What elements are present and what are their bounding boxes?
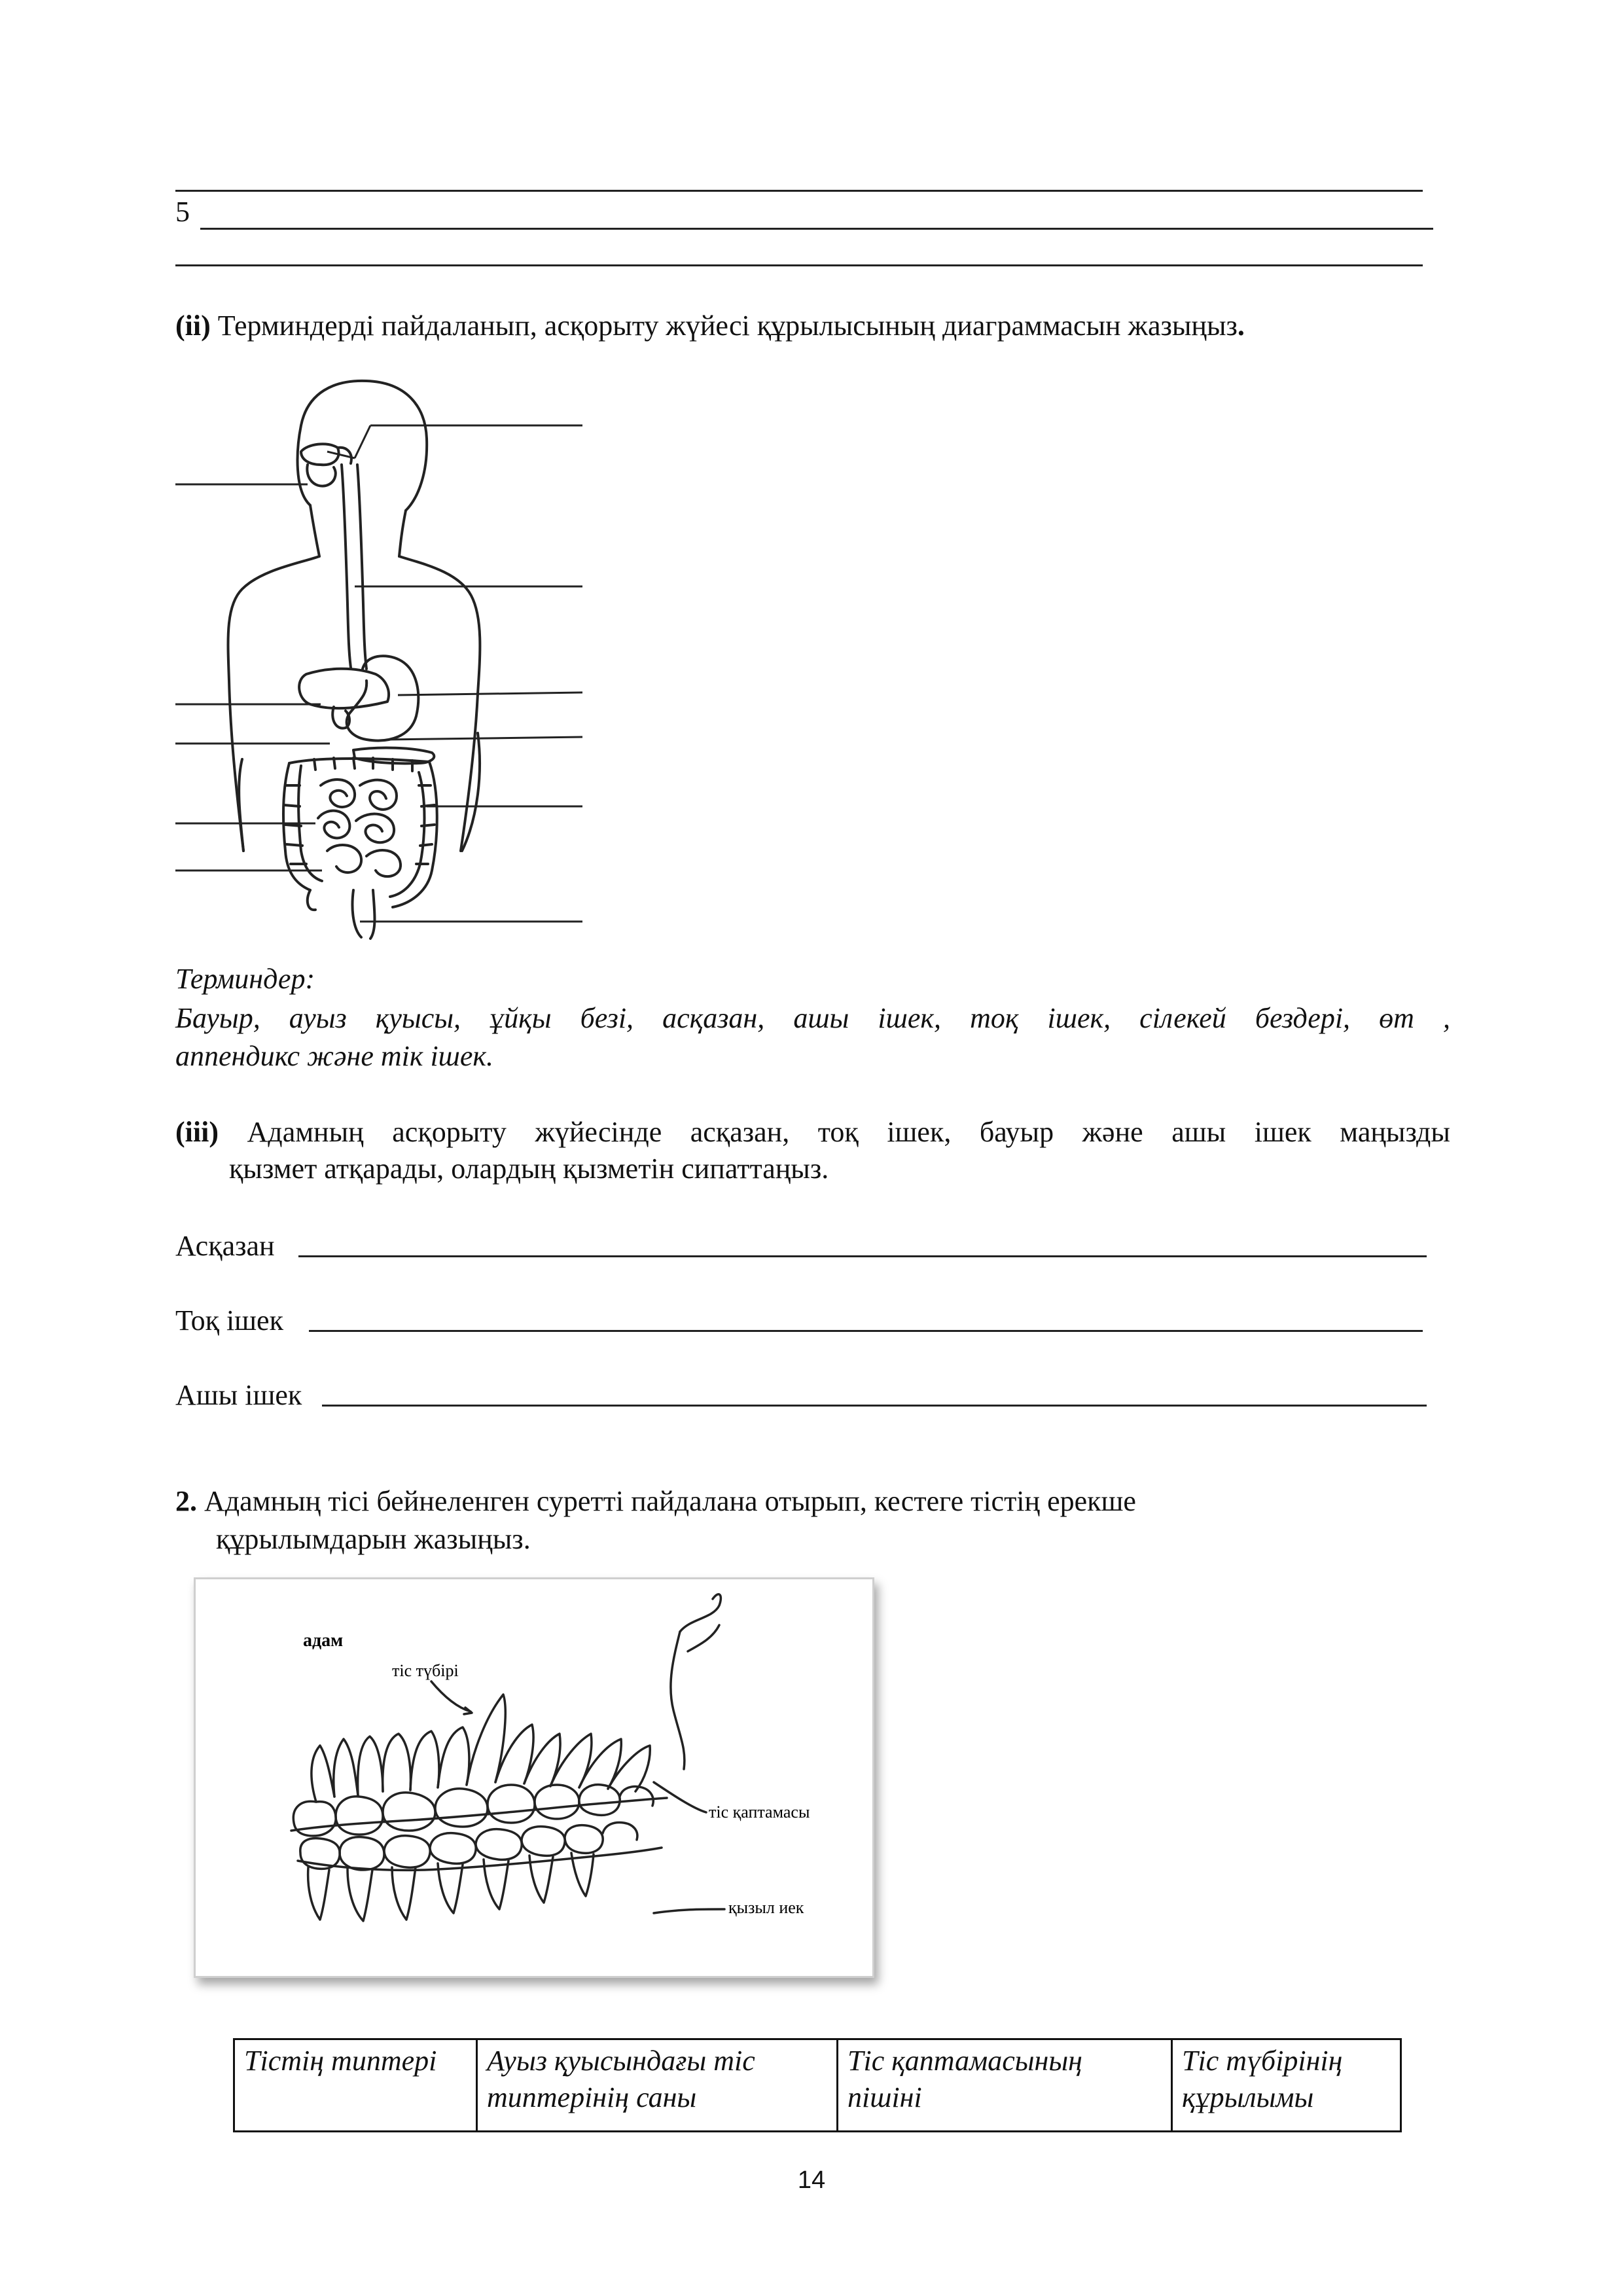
table-header-cell: Ауыз қуысындағы тіс типтерінің саны bbox=[477, 2039, 838, 2132]
answer-label-small-intestine: Ашы ішек bbox=[175, 1379, 302, 1411]
table-header-cell: Тіс қаптамасының пішіні bbox=[838, 2039, 1172, 2132]
label-root: тіс түбірі bbox=[392, 1661, 459, 1680]
item-number: 5 bbox=[175, 196, 190, 228]
answer-line-large-intestine[interactable] bbox=[309, 1330, 1423, 1332]
question-text: Адамның асқорыту жүйесінде асқазан, тоқ ішек, бауыр және ашы ішек маңызды bbox=[218, 1116, 1450, 1148]
question-2-line-1 bbox=[175, 1483, 1136, 1520]
answer-line-small-intestine[interactable] bbox=[322, 1405, 1427, 1407]
question-period: . bbox=[1237, 310, 1245, 342]
teeth-figure bbox=[194, 1577, 874, 1978]
table-header-row bbox=[234, 2039, 1401, 2132]
answer-line[interactable] bbox=[200, 228, 1433, 230]
terms-line-1: Бауыр, ауыз қуысы, ұйқы безі, асқазан, ашы ішек, тоқ ішек, сілекей бездері, өт , bbox=[175, 1002, 1450, 1034]
teeth-drawing bbox=[196, 1579, 872, 1976]
question-2-line-2: құрылымдарын жазыңыз. bbox=[216, 1523, 531, 1555]
terms-line-2: аппендикс және тік ішек. bbox=[175, 1040, 493, 1072]
answer-line[interactable] bbox=[175, 264, 1423, 266]
answer-label-stomach: Асқазан bbox=[175, 1230, 275, 1262]
question-number: (iii) bbox=[175, 1116, 219, 1148]
teeth-table bbox=[233, 2038, 1402, 2132]
question-iii-line-1 bbox=[175, 1113, 1450, 1152]
terms-heading: Терминдер: bbox=[175, 963, 315, 995]
question-iii-line-2: қызмет атқарады, олардың қызметін сипаттаңыз. bbox=[229, 1153, 829, 1185]
question-text: Терминдерді пайдаланып, асқорыту жүйесі құрылысының диаграммасын жазыңыз bbox=[210, 310, 1238, 342]
label-crown: тіс қаптамасы bbox=[709, 1803, 810, 1821]
question-number: 2. bbox=[175, 1485, 197, 1517]
table-header-cell: Тістің типтері bbox=[234, 2039, 477, 2132]
page-number: 14 bbox=[797, 2166, 826, 2194]
digestive-system-diagram bbox=[170, 367, 602, 942]
answer-line[interactable] bbox=[175, 190, 1423, 192]
teeth-figure-title: адам bbox=[303, 1630, 344, 1651]
question-text: Адамның тісі бейнеленген суретті пайдалана отырып, кестеге тістің ерекше bbox=[197, 1485, 1136, 1517]
question-number: (ii) bbox=[175, 310, 211, 342]
answer-line-stomach[interactable] bbox=[298, 1255, 1427, 1257]
question-ii bbox=[175, 308, 1245, 344]
label-gum: қызыл иек bbox=[728, 1898, 804, 1917]
table-header-cell: Тіс түбірінің құрылымы bbox=[1172, 2039, 1401, 2132]
answer-label-large-intestine: Тоқ ішек bbox=[175, 1304, 283, 1336]
